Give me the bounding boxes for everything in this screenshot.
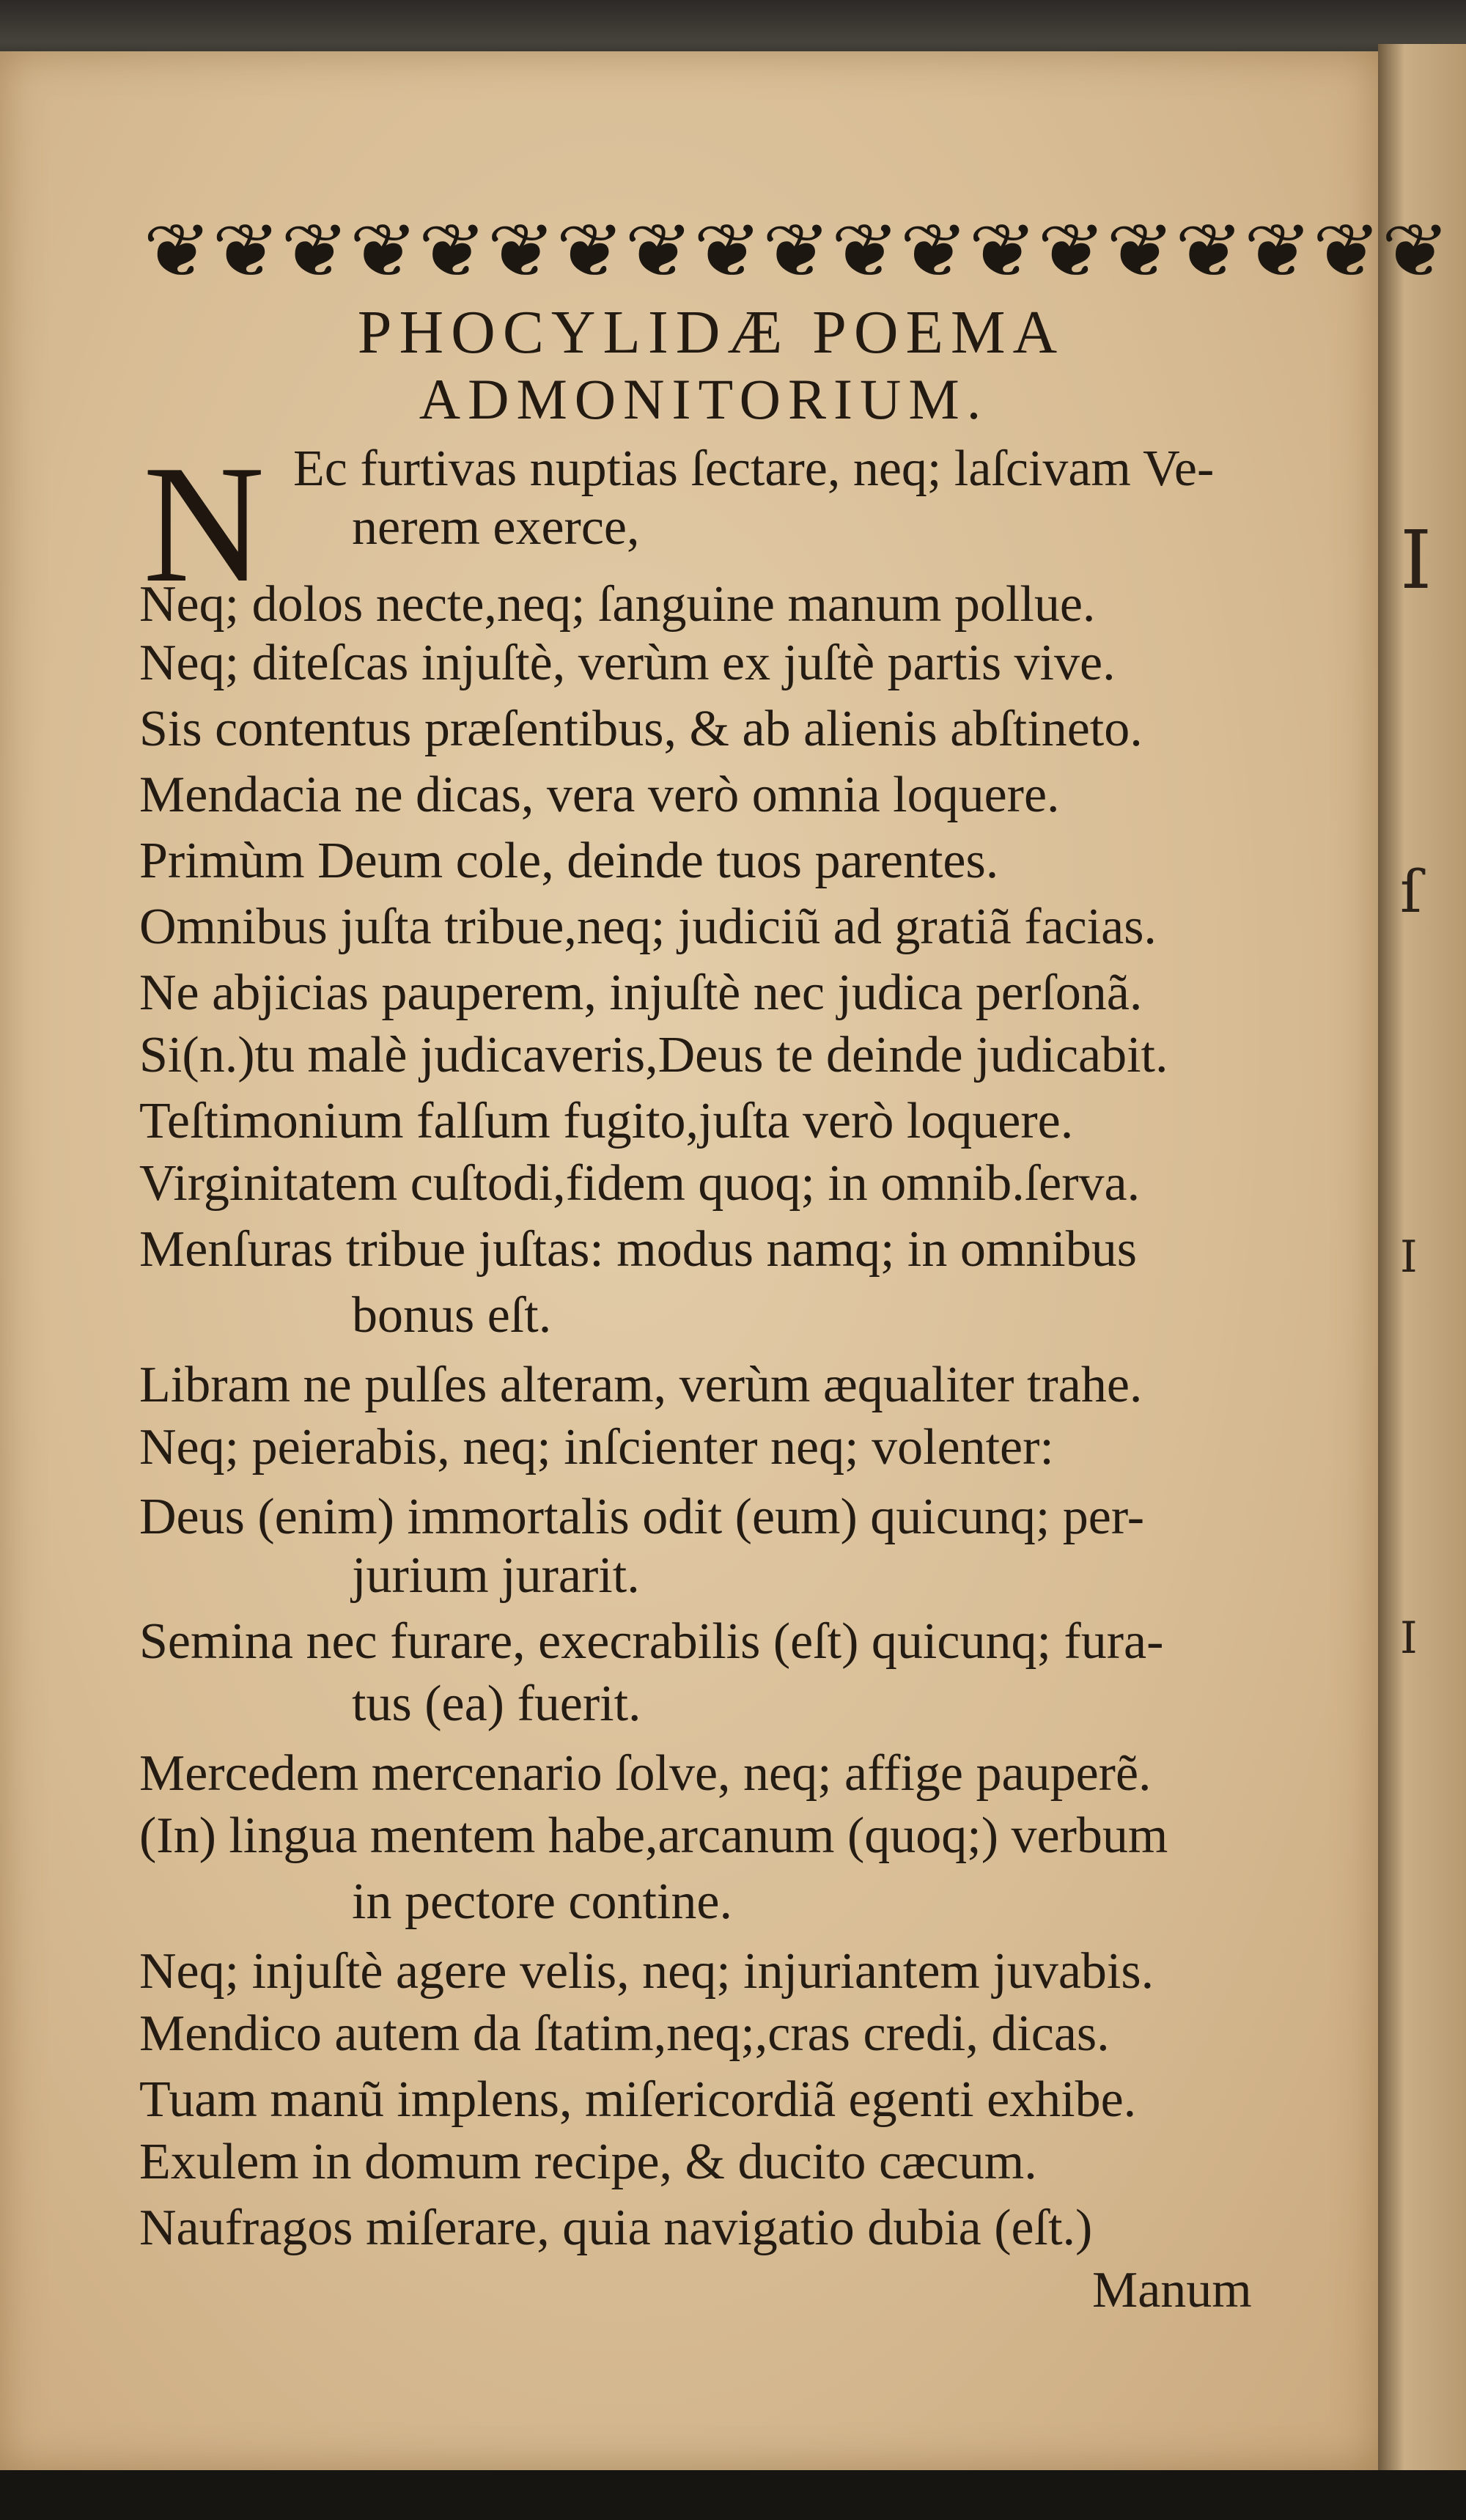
next-page-edge [1378, 44, 1466, 2477]
next-page-fragment: I [1400, 1231, 1418, 1283]
verse-line: Semina nec furare, execrabilis (eſt) quicunq; fura- [139, 1613, 1164, 1670]
catchword: Manum [1092, 2262, 1252, 2318]
fleuron-icon: ❦ [968, 208, 1037, 294]
verse-line-continuation: jurium jurarit. [352, 1547, 640, 1604]
verse-line: Mendacia ne dicas, vera verò omnia loquere. [139, 767, 1060, 823]
fleuron-icon: ❦ [349, 208, 419, 294]
verse-line: Menſuras tribue juſtas: modus namq; in omnibus [139, 1221, 1138, 1278]
next-page-fragment: I [1400, 513, 1432, 607]
fleuron-icon: ❦ [1105, 208, 1175, 294]
title-line-2: ADMONITORIUM. [419, 367, 989, 431]
verse-line-continuation: in pectore contine. [352, 1874, 732, 1930]
verse-line: Virginitatem cuſtodi,fidem quoq; in omnib.ſerva. [139, 1155, 1141, 1212]
fleuron-icon: ❦ [830, 208, 900, 294]
verse-line: Mercedem mercenario ſolve, neq; affige pauperẽ. [139, 1745, 1152, 1802]
verse-line: Ec furtivas nuptias ſectare, neq; laſcivam Ve- [293, 441, 1215, 497]
verse-line-continuation: bonus eſt. [352, 1287, 552, 1344]
verse-line: Sis contentus præſentibus, & ab alienis abſtineto. [139, 701, 1143, 757]
verse-line-continuation: nerem exerce, [352, 499, 640, 556]
verse-line: Neq; peierabis, neq; inſcienter neq; volenter: [139, 1419, 1054, 1475]
verse-line: Ne abjicias pauperem, injuſtè nec judica perſonã. [139, 965, 1143, 1021]
fleuron-icon: ❦ [762, 208, 831, 294]
verse-line: Neq; dolos necte,neq; ſanguine manum pollue. [139, 576, 1096, 633]
fleuron-icon: ❦ [418, 208, 487, 294]
verse-line: Neq; diteſcas injuſtè, verùm ex juſtè partis vive. [139, 635, 1116, 691]
book-binding-bottom [0, 2470, 1466, 2520]
fleuron-icon: ❦ [1036, 208, 1106, 294]
verse-line: Deus (enim) immortalis odit (eum) quicunq; per- [139, 1489, 1145, 1545]
fleuron-icon: ❦ [143, 208, 212, 294]
verse-line: Mendico autem da ſtatim,neq;,cras credi, dicas. [139, 2005, 1110, 2062]
next-page-fragment: ſ [1400, 858, 1422, 926]
verse-line: Naufragos miſerare, quia navigatio dubia (eſt.) [139, 2200, 1093, 2256]
fleuron-icon: ❦ [693, 208, 762, 294]
verse-line: Neq; injuſtè agere velis, neq; injuriantem juvabis. [139, 1943, 1154, 2000]
fleuron-icon: ❦ [1243, 208, 1313, 294]
fleuron-icon: ❦ [899, 208, 969, 294]
verse-line: Si(n.)tu malè judicaveris,Deus te deinde judicabit. [139, 1027, 1168, 1083]
verse-line: Exulem in domum recipe, & ducito cæcum. [139, 2134, 1037, 2190]
fleuron-icon: ❦ [1381, 208, 1451, 294]
fleuron-icon: ❦ [280, 208, 350, 294]
verse-line: Teſtimonium falſum fugito,juſta verò loquere. [139, 1093, 1074, 1149]
drop-cap-initial: N [143, 430, 265, 617]
fleuron-icon: ❦ [1174, 208, 1244, 294]
fleuron-icon: ❦ [556, 208, 625, 294]
fleuron-icon: ❦ [624, 208, 693, 294]
next-page-fragment: I [1400, 1613, 1418, 1664]
verse-line: Omnibus juſta tribue,neq; judiciũ ad gratiã facias. [139, 899, 1157, 955]
verse-line: Primùm Deum cole, deinde tuos parentes. [139, 833, 999, 889]
fleuron-icon: ❦ [487, 208, 556, 294]
title-line-1: PHOCYLIDÆ POEMA [357, 298, 1065, 366]
ornamental-headpiece [143, 202, 1451, 301]
verse-line: (In) lingua mentem habe,arcanum (quoq;) verbum [139, 1808, 1168, 1864]
verse-line: Libram ne pulſes alteram, verùm æqualiter trahe. [139, 1357, 1143, 1413]
fleuron-icon: ❦ [211, 208, 281, 294]
verse-line: Tuam manũ implens, miſericordiã egenti exhibe. [139, 2071, 1137, 2128]
verse-line-continuation: tus (ea) fuerit. [352, 1676, 641, 1732]
fleuron-icon: ❦ [1312, 208, 1382, 294]
